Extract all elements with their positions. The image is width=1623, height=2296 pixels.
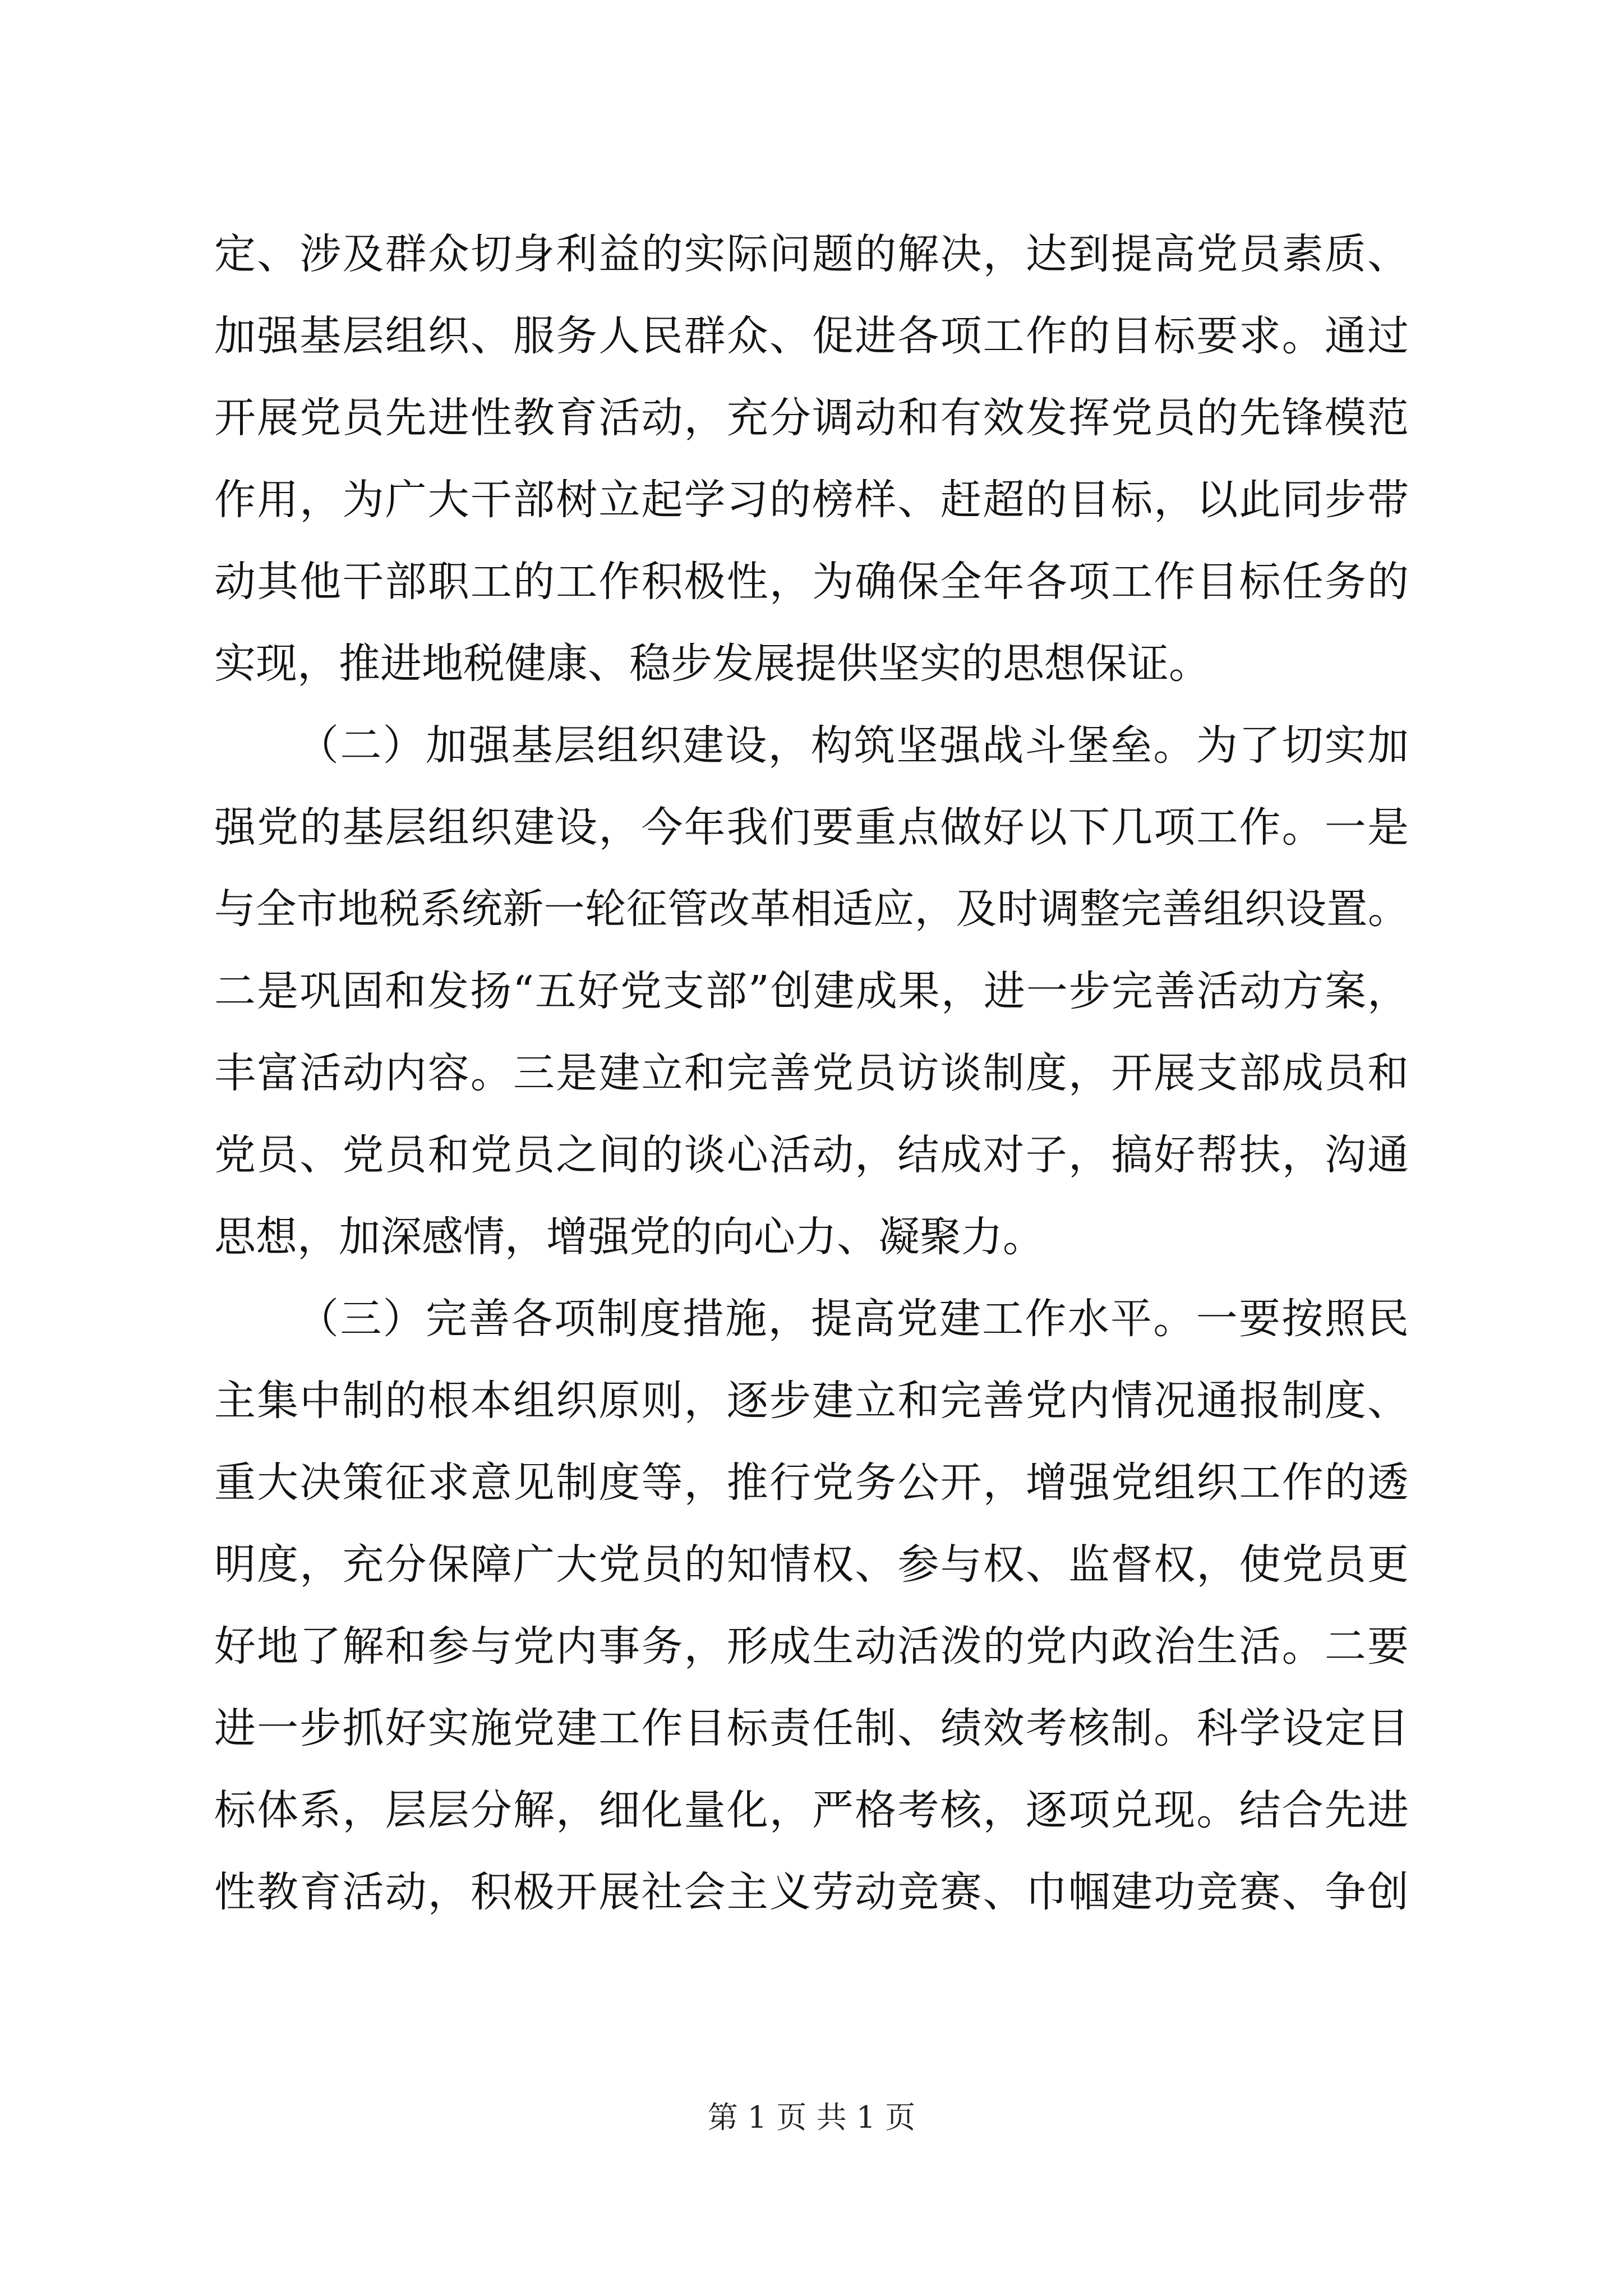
text-line: 主集中制的根本组织原则，逐步建立和完善党内情况通报制度、 bbox=[214, 1377, 1409, 1425]
text-line: 与全市地税系统新一轮征管改革相适应，及时调整完善组织设置。 bbox=[214, 885, 1409, 933]
text-line: 明度，充分保障广大党员的知情权、参与权、监督权，使党员更 bbox=[214, 1540, 1409, 1589]
document-body bbox=[214, 213, 1409, 1933]
page-footer: 第 1 页 共 1 页 bbox=[707, 2100, 916, 2135]
text-line: 标体系，层层分解，细化量化，严格考核，逐项兑现。结合先进 bbox=[214, 1786, 1409, 1834]
paragraph-heading-line: （三）完善各项制度措施，提高党建工作水平。一要按照民 bbox=[297, 1295, 1409, 1343]
text-line: 党员、党员和党员之间的谈心活动，结成对子，搞好帮扶，沟通 bbox=[214, 1131, 1409, 1179]
text-line: 加强基层组织、服务人民群众、促进各项工作的目标要求。通过 bbox=[214, 312, 1409, 360]
text-line: 开展党员先进性教育活动，充分调动和有效发挥党员的先锋模范 bbox=[214, 394, 1409, 442]
text-line: 强党的基层组织建设，今年我们要重点做好以下几项工作。一是 bbox=[214, 803, 1409, 852]
text-line: 定、涉及群众切身利益的实际问题的解决，达到提高党员素质、 bbox=[214, 230, 1409, 278]
text-line: 性教育活动，积极开展社会主义劳动竞赛、巾帼建功竞赛、争创 bbox=[214, 1868, 1409, 1916]
text-line: 重大决策征求意见制度等，推行党务公开，增强党组织工作的透 bbox=[214, 1458, 1409, 1507]
paragraph-heading-line: （二）加强基层组织建设，构筑坚强战斗堡垒。为了切实加 bbox=[297, 721, 1409, 770]
text-line: 动其他干部职工的工作积极性，为确保全年各项工作目标任务的 bbox=[214, 558, 1409, 606]
text-line: 好地了解和参与党内事务，形成生动活泼的党内政治生活。二要 bbox=[214, 1622, 1409, 1671]
text-line: 作用，为广大干部树立起学习的榜样、赶超的目标，以此同步带 bbox=[214, 476, 1409, 524]
text-line: 二是巩固和发扬“五好党支部”创建成果，进一步完善活动方案， bbox=[214, 967, 1409, 1015]
text-line: 实现，推进地税健康、稳步发展提供坚实的思想保证。 bbox=[214, 639, 1210, 688]
text-line: 进一步抓好实施党建工作目标责任制、绩效考核制。科学设定目 bbox=[214, 1704, 1409, 1752]
text-line: 丰富活动内容。三是建立和完善党员访谈制度，开展支部成员和 bbox=[214, 1049, 1409, 1097]
text-line: 思想，加深感情，增强党的向心力、凝聚力。 bbox=[214, 1213, 1044, 1261]
